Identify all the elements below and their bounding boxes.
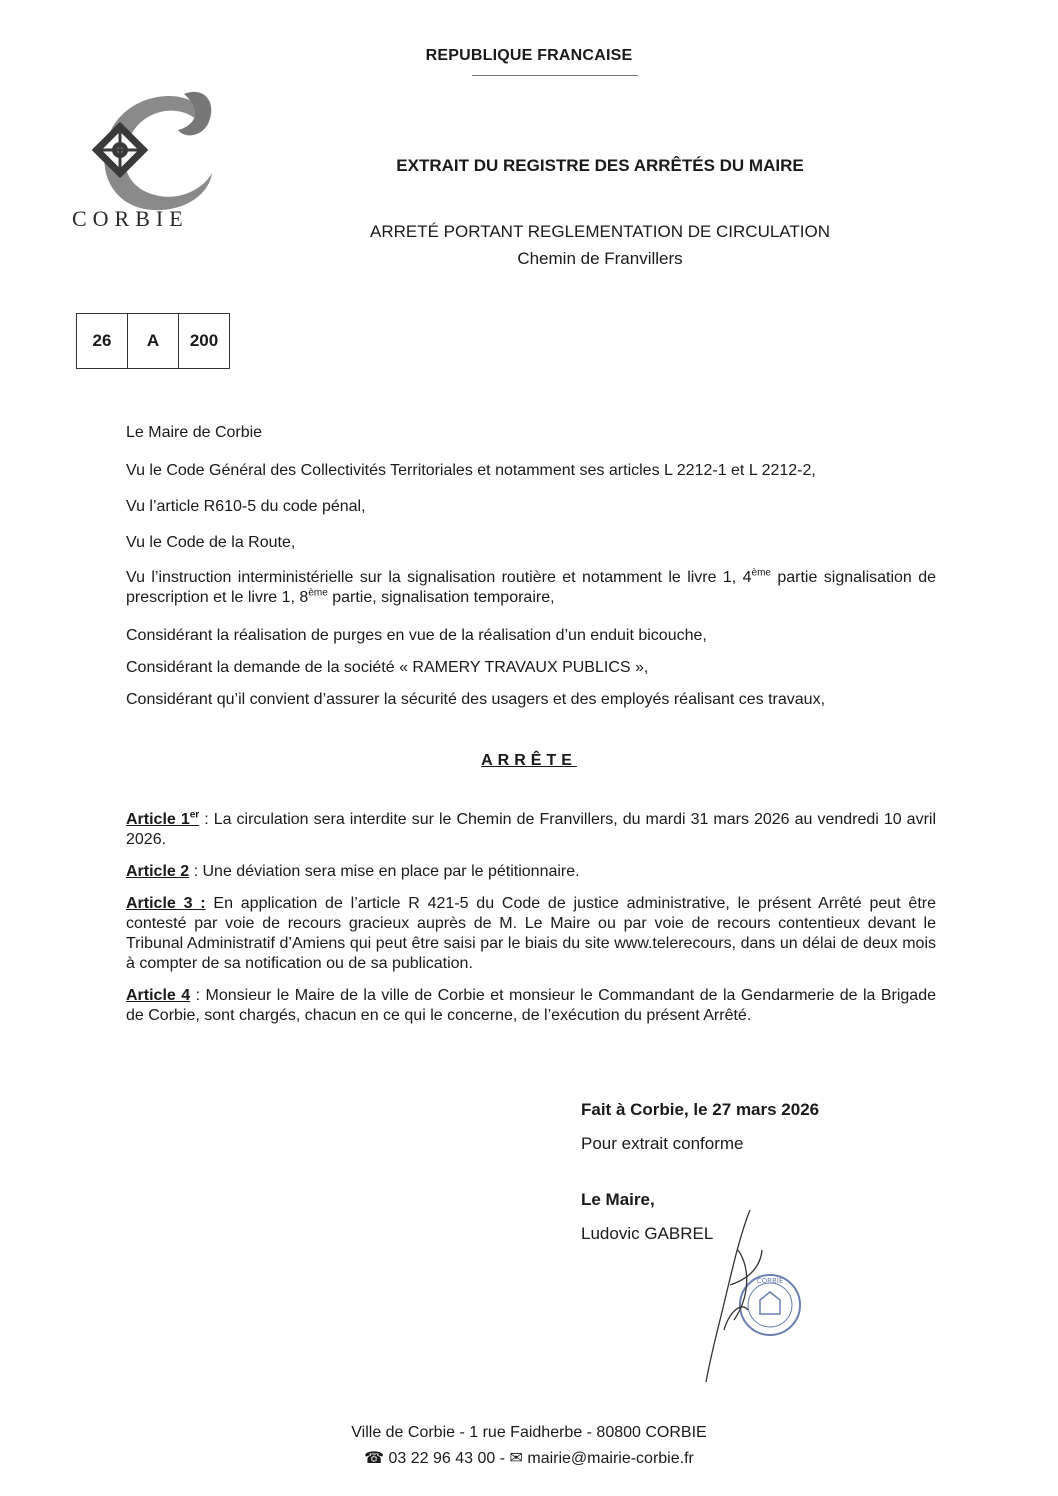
article-3-label: Article 3 : — [126, 895, 206, 912]
conform-note: Pour extrait conforme — [581, 1134, 744, 1153]
footer-address: Ville de Corbie - 1 rue Faidherbe - 80800 CORBIE — [351, 1424, 707, 1441]
arrete-subtitle: Chemin de Franvillers — [517, 249, 683, 268]
instruction-part-b: partie signalisation de prescription et le livre 1, 8 — [126, 569, 936, 606]
instruction-part-a: Vu l’instruction interministérielle sur la signalisation routière et notamment le livre 1, 4 — [126, 569, 752, 586]
instruction-sup-1: ème — [751, 567, 771, 579]
mail-icon: ✉ — [509, 1450, 523, 1467]
reference-box — [76, 313, 230, 369]
preamble-line: Vu l’article R610-5 du code pénal, — [126, 498, 366, 515]
instruction-part-c: partie, signalisation temporaire, — [327, 589, 555, 606]
reference-letter: A — [127, 314, 178, 368]
preamble-line: Considérant qu’il convient d’assurer la sécurité des usagers et des employés réalisant ces travaux, — [126, 691, 826, 708]
place-date: Fait à Corbie, le 27 mars 2026 — [581, 1100, 820, 1119]
article-4-text: Monsieur le Maire de la ville de Corbie et monsieur le Commandant de la Gendarmerie de la Brigade de Corbie, sont chargés, chacun en ce qui le concerne, de l’exécution du présent Arrêté. — [126, 987, 937, 1024]
mayor-role: Le Maire, — [581, 1190, 655, 1209]
article-1-label: Article 1er — [126, 809, 200, 828]
preamble-line: Considérant la réalisation de purges en vue de la réalisation d’un enduit bicouche, — [126, 627, 707, 644]
republic-heading: REPUBLIQUE FRANCAISE — [425, 47, 633, 64]
reference-year: 26 — [92, 331, 112, 350]
instruction-sup-2: ème — [308, 587, 328, 599]
article-2-label: Article 2 — [126, 863, 190, 880]
phone-icon: ☎ — [364, 1450, 385, 1467]
article-1-text: La circulation sera interdite sur le Chemin de Franvillers, du mardi 31 mars 2026 au vendredi 10 avril 2026. — [126, 811, 937, 848]
arrete-title: ARRETÉ PORTANT REGLEMENTATION DE CIRCULATION — [370, 222, 830, 241]
article-4: Article 4 : Monsieur le Maire de la ville de Corbie et monsieur le Commandant de la Gendarmerie de la Brigade de Corbie, sont chargés, chacun en ce qui le concerne, de l’exécution du présent Arrêté. — [126, 987, 937, 1024]
preamble-line: Vu le Code de la Route, — [126, 534, 296, 551]
preamble-instruction — [126, 568, 936, 608]
reference-number: 200 — [178, 314, 229, 368]
footer-contact: ☎ 03 22 96 43 00 - ✉ mairie@mairie-corbie.fr — [364, 1450, 694, 1467]
article-2-text: Une déviation sera mise en place par le pétitionnaire. — [202, 863, 580, 880]
register-title: EXTRAIT DU REGISTRE DES ARRÊTÉS DU MAIRE — [396, 156, 804, 175]
article-4-label: Article 4 — [126, 987, 191, 1004]
svg-text:CORBIE: CORBIE — [756, 1277, 784, 1285]
mayor-name: Ludovic GABREL — [581, 1224, 714, 1243]
footer-phone: 03 22 96 43 00 — [388, 1450, 496, 1467]
preamble-intro: Le Maire de Corbie — [126, 424, 263, 441]
preamble-line: Vu le Code Général des Collectivités Territoriales et notamment ses articles L 2212-1 et L 2212-2, — [126, 462, 816, 479]
signature-and-stamp — [690, 1210, 820, 1390]
article-3-text: En application de l’article R 421-5 du Code de justice administrative, le présent Arrêté peut être contesté par voie de recours gracieux auprès de M. Le Maire ou par voie de recours contentieux devant le Tribunal Administratif d’Amiens qui peut être saisi par le biais du site www.telerecours, dans un délai de deux mois à compter de sa notification ou de sa publication. — [126, 895, 936, 972]
preamble-line: Considérant la demande de la société « RAMERY TRAVAUX PUBLICS », — [126, 659, 649, 676]
decision-heading: ARRÊTE — [481, 752, 577, 769]
article-3 — [126, 894, 936, 974]
article-2: Article 2 : Une déviation sera mise en place par le pétitionnaire. — [126, 863, 580, 880]
header-divider — [472, 75, 638, 76]
logo-text: CORBIE — [72, 206, 189, 231]
footer-email[interactable]: mairie@mairie-corbie.fr — [527, 1450, 694, 1467]
article-1: Article 1er : La circulation sera interdite sur le Chemin de Franvillers, du mardi 31 mars 2026 au vendredi 10 avril 2026. — [126, 809, 937, 848]
